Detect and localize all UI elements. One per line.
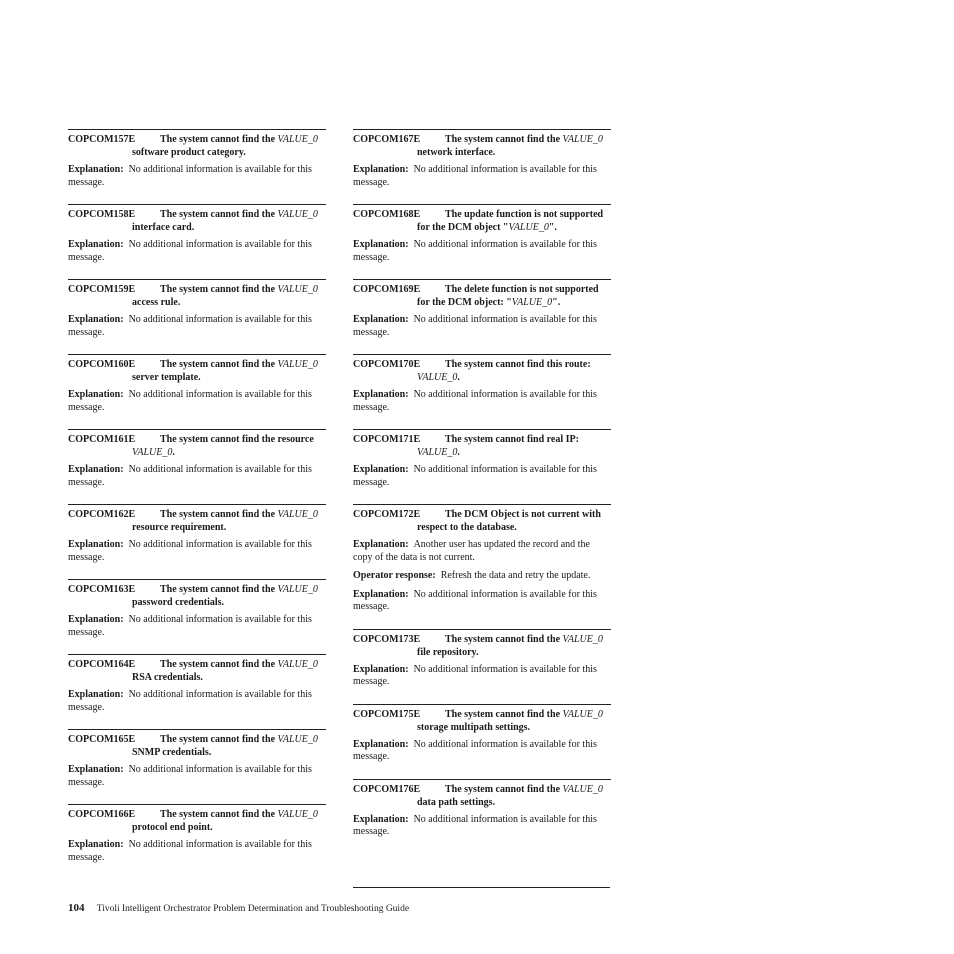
message-text-start: The delete function is not supported for the DCM object: " xyxy=(417,284,599,308)
explanation-label: Explanation: xyxy=(353,588,409,600)
message-entry xyxy=(68,654,326,714)
explanation-label: Explanation: xyxy=(68,539,124,550)
message-text-end: SNMP credentials. xyxy=(132,747,212,758)
message-text-end: access rule. xyxy=(132,297,181,308)
message-heading xyxy=(68,358,326,384)
message-text xyxy=(132,358,326,384)
message-heading xyxy=(68,733,326,759)
explanation-text: No additional information is available for this message. xyxy=(68,164,312,188)
message-text-end: . xyxy=(457,372,460,383)
message-paragraph xyxy=(353,589,611,614)
message-heading xyxy=(353,783,611,809)
message-paragraph xyxy=(68,164,326,189)
message-text-start: The system cannot find the xyxy=(160,209,278,220)
message-variable: VALUE_0 xyxy=(562,708,603,720)
message-code: COPCOM166E xyxy=(68,809,136,820)
operator-response-text: Refresh the data and retry the update. xyxy=(440,570,591,581)
message-paragraph xyxy=(353,164,611,189)
message-entry xyxy=(353,704,611,764)
message-entry xyxy=(68,129,326,189)
explanation-text: No additional information is available for this message. xyxy=(353,464,597,488)
message-text-start: The system cannot find real IP: xyxy=(445,434,579,445)
message-heading xyxy=(353,283,611,309)
explanation-text: No additional information is available for this message. xyxy=(68,539,312,563)
message-text-end: . xyxy=(457,447,460,458)
message-text-start: The system cannot find the resource xyxy=(160,434,314,445)
message-paragraph xyxy=(353,239,611,264)
explanation-text: No additional information is available for this message. xyxy=(353,314,597,338)
operator-response-label: Operator response: xyxy=(353,570,436,581)
message-text-end: RSA credentials. xyxy=(132,672,203,683)
message-text-start: The system cannot find the xyxy=(160,584,278,595)
message-code: COPCOM172E xyxy=(353,509,421,520)
explanation-text: No additional information is available for this message. xyxy=(353,813,597,837)
message-text-start: The DCM Object is not current with respect to the database. xyxy=(417,509,601,533)
explanation-text: No additional information is available for this message. xyxy=(353,239,597,263)
explanation-text: No additional information is available for this message. xyxy=(68,689,312,713)
message-text-start: The system cannot find this route: xyxy=(445,359,591,370)
explanation-label: Explanation: xyxy=(353,738,409,750)
message-entry xyxy=(68,804,326,864)
message-code: COPCOM157E xyxy=(68,134,136,145)
message-text xyxy=(132,133,326,159)
explanation-text: No additional information is available for this message. xyxy=(353,588,597,612)
message-text-end: . xyxy=(172,447,175,458)
message-heading xyxy=(353,133,611,159)
message-variable: VALUE_0 xyxy=(277,734,318,745)
explanation-text: No additional information is available for this message. xyxy=(353,389,597,413)
explanation-label: Explanation: xyxy=(353,239,409,250)
explanation-text: No additional information is available for this message. xyxy=(68,839,312,863)
explanation-label: Explanation: xyxy=(68,464,124,475)
message-variable: VALUE_0 xyxy=(562,633,603,645)
message-heading xyxy=(353,358,611,384)
message-entry xyxy=(68,204,326,264)
explanation-label: Explanation: xyxy=(353,539,409,550)
message-variable: VALUE_0 xyxy=(277,659,318,670)
message-heading xyxy=(68,208,326,234)
message-code: COPCOM175E xyxy=(353,708,421,720)
message-text xyxy=(417,633,611,659)
message-code: COPCOM171E xyxy=(353,434,421,445)
explanation-text: No additional information is available for this message. xyxy=(68,314,312,338)
message-paragraph xyxy=(68,764,326,789)
message-text-end: data path settings. xyxy=(417,796,496,808)
explanation-label: Explanation: xyxy=(353,389,409,400)
message-variable: VALUE_0 xyxy=(417,447,458,458)
message-text xyxy=(132,733,326,759)
message-heading xyxy=(68,133,326,159)
message-entry xyxy=(353,504,611,614)
message-heading xyxy=(68,808,326,834)
message-heading xyxy=(353,433,611,459)
message-paragraph xyxy=(353,814,611,839)
message-entry xyxy=(68,729,326,789)
message-text-start: The system cannot find the xyxy=(160,134,278,145)
message-text-start: The system cannot find the xyxy=(445,783,563,795)
explanation-label: Explanation: xyxy=(68,314,124,325)
page-footer xyxy=(68,902,409,914)
left-column xyxy=(68,129,326,879)
message-variable: VALUE_0 xyxy=(417,372,458,383)
explanation-label: Explanation: xyxy=(68,764,124,775)
message-paragraph xyxy=(353,389,611,414)
message-heading xyxy=(353,708,611,734)
message-text-start: The system cannot find the xyxy=(160,734,278,745)
explanation-text: No additional information is available for this message. xyxy=(353,164,597,188)
message-code: COPCOM168E xyxy=(353,209,421,220)
message-paragraph xyxy=(68,314,326,339)
message-paragraph xyxy=(68,614,326,639)
explanation-text: No additional information is available for this message. xyxy=(68,614,312,638)
explanation-text: No additional information is available for this message. xyxy=(68,239,312,263)
message-text-start: The system cannot find the xyxy=(160,659,278,670)
message-entry xyxy=(68,279,326,339)
explanation-label: Explanation: xyxy=(353,164,409,175)
message-entry xyxy=(353,429,611,489)
message-text xyxy=(132,508,326,534)
message-text-end: ". xyxy=(548,222,557,233)
message-code: COPCOM159E xyxy=(68,284,136,295)
message-variable: VALUE_0 xyxy=(562,783,603,795)
message-code: COPCOM161E xyxy=(68,434,136,445)
explanation-text: No additional information is available for this message. xyxy=(68,464,312,488)
message-paragraph xyxy=(353,739,611,764)
message-text xyxy=(132,658,326,684)
message-heading xyxy=(353,633,611,659)
message-heading xyxy=(353,208,611,234)
message-entry xyxy=(353,354,611,414)
explanation-label: Explanation: xyxy=(353,663,409,675)
message-text-start: The system cannot find the xyxy=(160,284,278,295)
message-variable: VALUE_0 xyxy=(277,359,318,370)
explanation-text: Another user has updated the record and the copy of the data is not current. xyxy=(353,539,590,563)
message-text xyxy=(417,708,611,734)
right-column xyxy=(353,129,611,854)
message-code: COPCOM176E xyxy=(353,783,421,795)
message-variable: VALUE_0 xyxy=(277,284,318,295)
message-variable: VALUE_0 xyxy=(132,447,173,458)
message-text-end: file repository. xyxy=(417,646,479,658)
message-paragraph xyxy=(353,664,611,689)
message-variable: VALUE_0 xyxy=(511,297,553,308)
message-text-start: The system cannot find the xyxy=(160,509,278,520)
message-text-end: protocol end point. xyxy=(132,822,213,833)
message-text-start: The system cannot find the xyxy=(160,809,278,820)
message-text-start: The system cannot find the xyxy=(445,134,563,145)
message-entry xyxy=(353,779,611,839)
explanation-text: No additional information is available for this message. xyxy=(68,764,312,788)
message-variable: VALUE_0 xyxy=(562,134,603,145)
column-end-rule xyxy=(353,887,610,888)
message-paragraph xyxy=(68,239,326,264)
message-paragraph xyxy=(353,314,611,339)
message-entry xyxy=(353,629,611,689)
message-paragraph xyxy=(68,839,326,864)
message-variable: VALUE_0 xyxy=(508,222,549,233)
message-entry xyxy=(68,504,326,564)
message-text xyxy=(132,808,326,834)
message-text-end: software product category. xyxy=(132,147,246,158)
message-text-end: storage multipath settings. xyxy=(417,721,531,733)
message-text xyxy=(132,583,326,609)
page-number: 104 xyxy=(68,902,85,914)
message-text-start: The system cannot find the xyxy=(445,633,563,645)
message-text xyxy=(417,508,611,534)
message-text xyxy=(417,208,611,234)
message-text-start: The update function is not supported for the DCM object " xyxy=(417,209,604,233)
message-text-end: password credentials. xyxy=(132,597,225,608)
message-text-end: interface card. xyxy=(132,222,195,233)
explanation-label: Explanation: xyxy=(353,314,409,325)
message-entry xyxy=(68,429,326,489)
message-variable: VALUE_0 xyxy=(277,134,318,145)
explanation-label: Explanation: xyxy=(68,689,124,700)
message-text-start: The system cannot find the xyxy=(160,359,278,370)
message-text xyxy=(132,208,326,234)
message-text xyxy=(417,283,611,309)
message-paragraph xyxy=(68,464,326,489)
message-code: COPCOM169E xyxy=(353,284,421,295)
message-entry xyxy=(68,579,326,639)
explanation-label: Explanation: xyxy=(68,614,124,625)
message-code: COPCOM165E xyxy=(68,734,136,745)
message-paragraph xyxy=(68,689,326,714)
message-paragraph xyxy=(68,389,326,414)
message-code: COPCOM158E xyxy=(68,209,136,220)
message-entry xyxy=(353,129,611,189)
message-heading xyxy=(68,283,326,309)
message-text-end: resource requirement. xyxy=(132,522,227,533)
explanation-label: Explanation: xyxy=(353,813,409,825)
message-entry xyxy=(68,354,326,414)
message-heading xyxy=(68,433,326,459)
message-code: COPCOM173E xyxy=(353,633,421,645)
message-code: COPCOM170E xyxy=(353,359,421,370)
explanation-text: No additional information is available for this message. xyxy=(353,738,597,762)
message-code: COPCOM164E xyxy=(68,659,136,670)
message-variable: VALUE_0 xyxy=(277,509,318,520)
explanation-label: Explanation: xyxy=(353,464,409,475)
message-text xyxy=(417,133,611,159)
message-variable: VALUE_0 xyxy=(277,584,318,595)
message-text xyxy=(417,433,611,459)
message-text-end: server template. xyxy=(132,372,201,383)
message-paragraph xyxy=(353,464,611,489)
message-text xyxy=(417,783,611,809)
message-text xyxy=(132,283,326,309)
message-variable: VALUE_0 xyxy=(277,809,318,820)
message-paragraph xyxy=(353,570,611,583)
explanation-text: No additional information is available for this message. xyxy=(353,663,597,687)
message-heading xyxy=(353,508,611,534)
message-heading xyxy=(68,658,326,684)
message-entry xyxy=(353,204,611,264)
message-variable: VALUE_0 xyxy=(277,209,318,220)
explanation-label: Explanation: xyxy=(68,239,124,250)
message-heading xyxy=(68,508,326,534)
message-text xyxy=(417,358,611,384)
explanation-label: Explanation: xyxy=(68,839,124,850)
message-code: COPCOM162E xyxy=(68,509,136,520)
message-code: COPCOM160E xyxy=(68,359,136,370)
message-text xyxy=(132,433,326,459)
message-paragraph xyxy=(68,539,326,564)
message-entry xyxy=(353,279,611,339)
message-text-start: The system cannot find the xyxy=(445,708,563,720)
explanation-label: Explanation: xyxy=(68,164,124,175)
explanation-label: Explanation: xyxy=(68,389,124,400)
message-code: COPCOM163E xyxy=(68,584,136,595)
message-text-end: ". xyxy=(552,297,561,308)
message-text-end: network interface. xyxy=(417,147,496,158)
message-code: COPCOM167E xyxy=(353,134,421,145)
book-title: Tivoli Intelligent Orchestrator Problem Determination and Troubleshooting Guide xyxy=(96,904,410,914)
message-paragraph xyxy=(353,539,611,564)
message-heading xyxy=(68,583,326,609)
explanation-text: No additional information is available for this message. xyxy=(68,389,312,413)
